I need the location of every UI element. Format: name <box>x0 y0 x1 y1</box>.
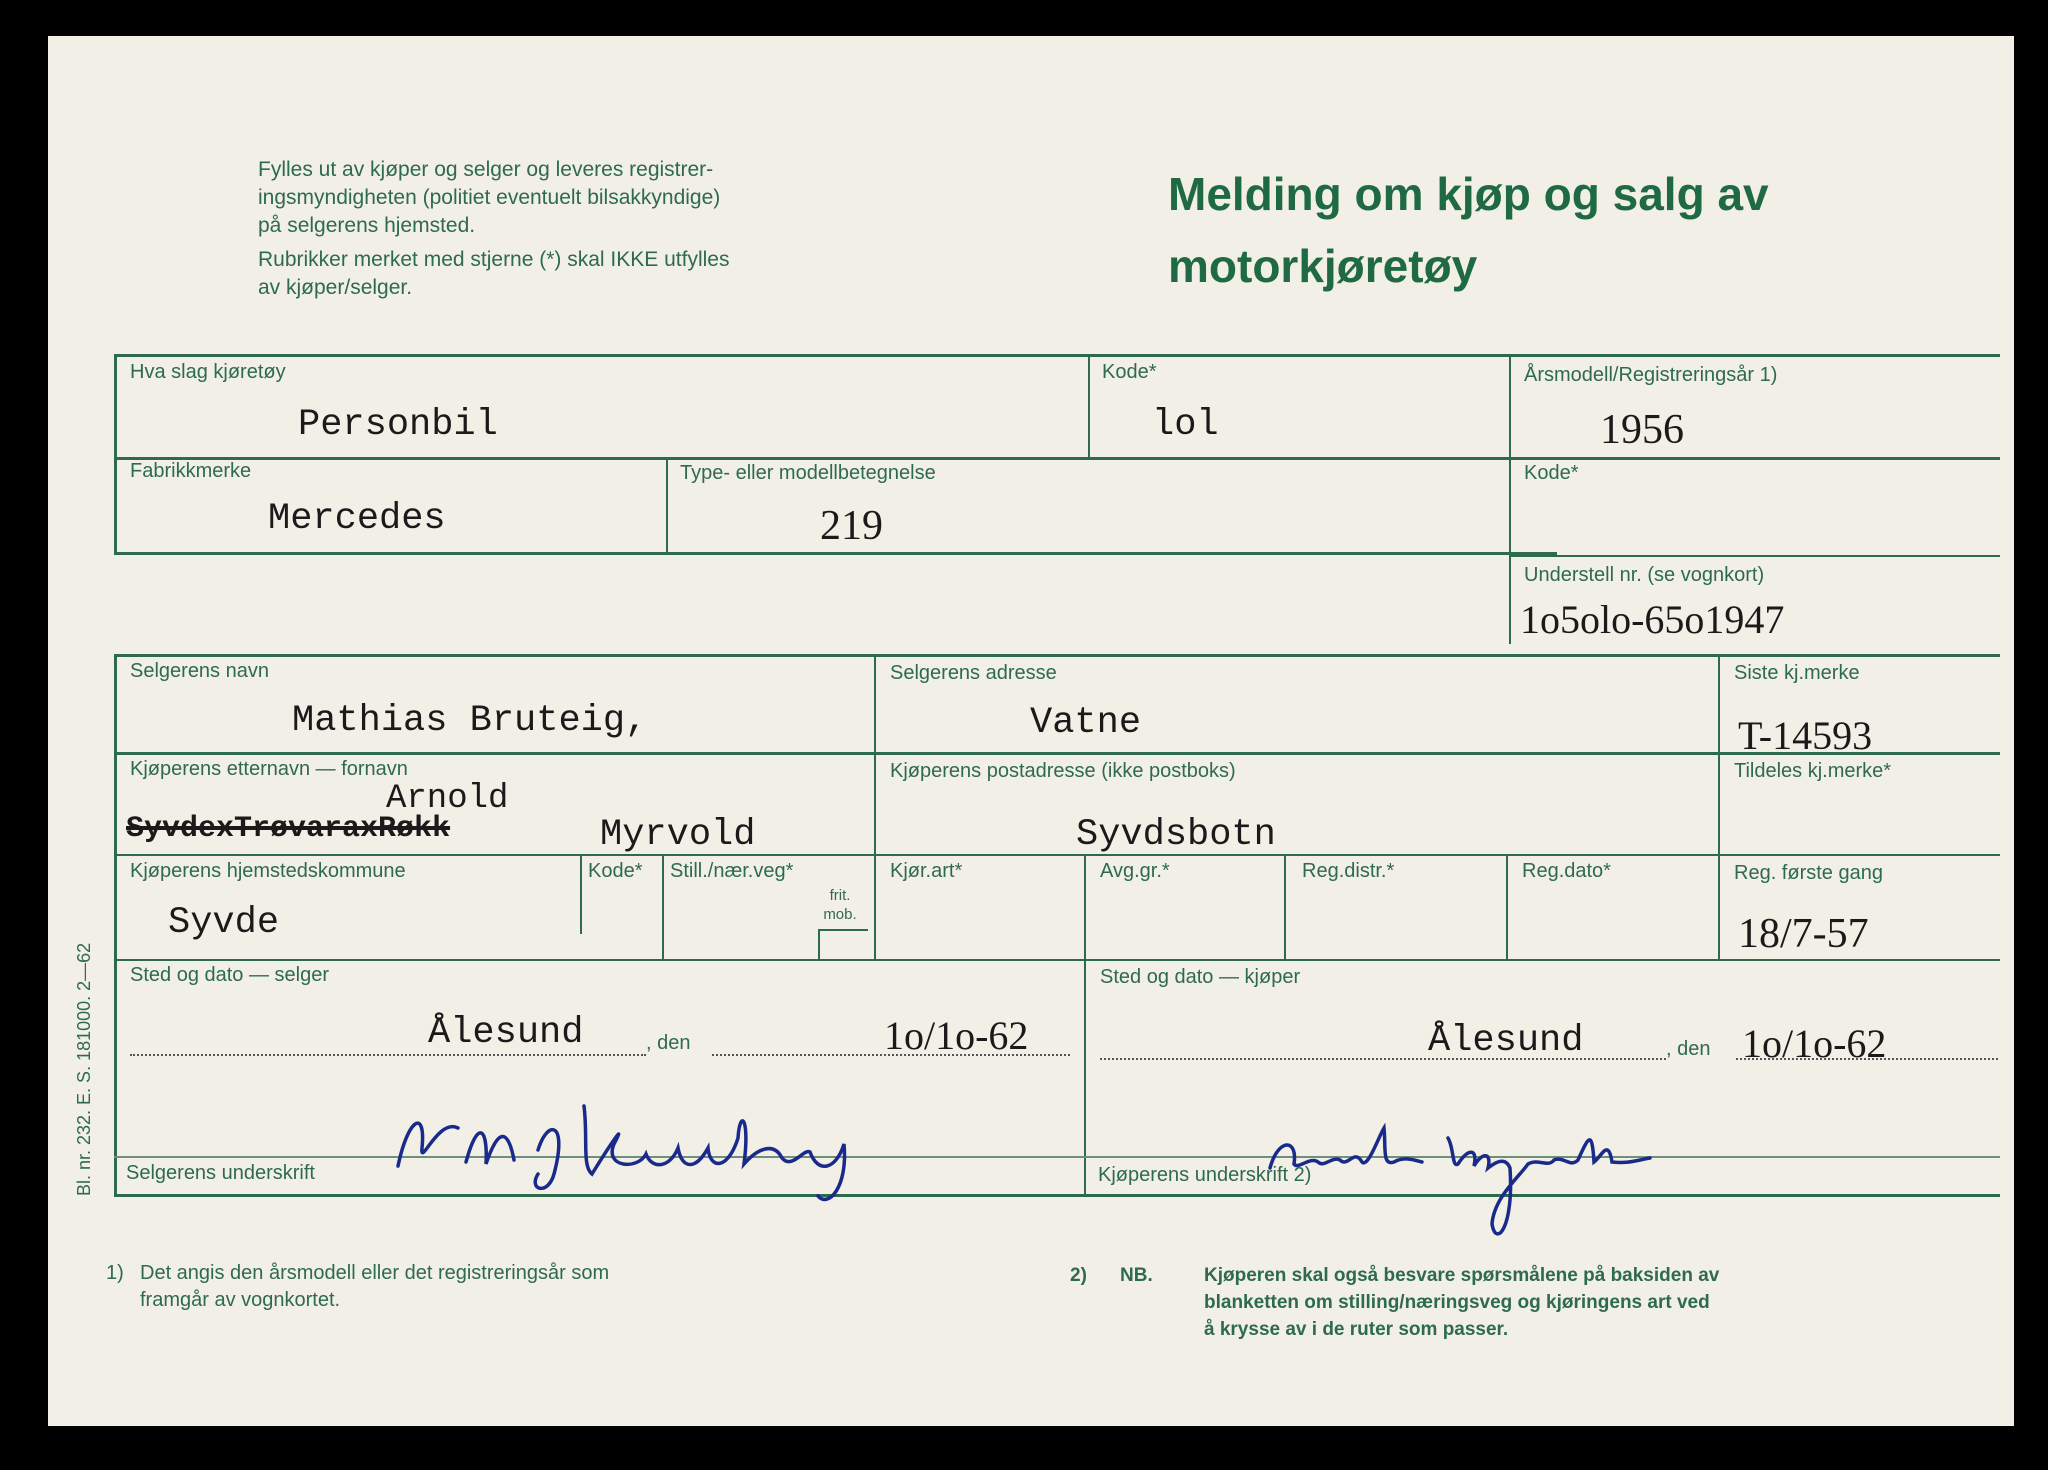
first-reg-label: Reg. første gang <box>1734 862 1883 884</box>
instructions-block <box>258 156 898 302</box>
form-sheet <box>48 36 2014 1426</box>
new-plate-label: Tildeles kj.merke* <box>1734 760 1892 782</box>
footnote-2-line: å krysse av i de ruter som passer. <box>1204 1319 1509 1340</box>
divider <box>1084 854 1086 959</box>
footnote-1 <box>106 1260 786 1314</box>
buyer-name-label: Kjøperens etternavn — fornavn <box>130 758 408 780</box>
divider <box>1088 354 1090 457</box>
model-label: Type- eller modellbetegnelse <box>680 462 936 484</box>
seller-place-value: Ålesund <box>428 1012 584 1054</box>
buyer-date-value: 1o/1o-62 <box>1742 1021 1887 1066</box>
first-reg-value: 18/7-57 <box>1738 911 1869 957</box>
vehicle-kode-value: lol <box>1152 404 1219 446</box>
divider <box>114 457 2000 460</box>
title-line-1: Melding om kjøp og salg av <box>1168 168 1769 220</box>
frit-mob-label: frit. mob. <box>823 887 857 923</box>
make-label: Fabrikkmerke <box>130 460 252 482</box>
seller-address-label: Selgerens adresse <box>890 662 1057 684</box>
model-value: 219 <box>820 503 883 549</box>
divider <box>114 654 117 1197</box>
divider <box>874 654 876 959</box>
footnote-1-line: framgår av vognkortet. <box>140 1289 341 1311</box>
seller-plate-value: T-14593 <box>1738 713 1873 758</box>
vehicle-type-value: Personbil <box>298 404 498 446</box>
chassis-value: 1o5olo-65o1947 <box>1520 597 1785 642</box>
vehicle-year-value: 1956 <box>1600 407 1684 453</box>
divider <box>1509 555 2000 557</box>
reg-date-label: Reg.dato* <box>1522 860 1611 882</box>
seller-name-label: Selgerens navn <box>130 660 269 682</box>
title-line-2: motorkjøretøy <box>1168 240 1478 292</box>
buyer-signature-label: Kjøperens underskrift 2) <box>1098 1164 1312 1186</box>
reg-district-label: Reg.distr.* <box>1302 860 1395 882</box>
chassis-label: Understell nr. (se vognkort) <box>1524 564 1765 586</box>
divider <box>666 457 668 552</box>
buyer-den-label: , den <box>1666 1038 1711 1060</box>
seller-plate-label: Siste kj.merke <box>1734 662 1860 684</box>
divider <box>1509 354 1511 644</box>
divider <box>114 354 2000 357</box>
footnote-1-line: Det angis den årsmodell eller det registreringsår som <box>140 1262 610 1284</box>
driving-type-label: Kjør.art* <box>890 860 963 882</box>
footnote-2-line: blanketten om stilling/næringsveg og kjøringens art ved <box>1204 1292 1710 1313</box>
footnote-2-nb: NB. <box>1120 1265 1153 1286</box>
seller-place-label: Sted og dato — selger <box>130 964 330 986</box>
seller-place-dotline <box>130 1054 646 1056</box>
buyer-surname-value: Myrvold <box>600 814 756 856</box>
buyer-name-added: Arnold <box>386 780 509 818</box>
fee-group-label: Avg.gr.* <box>1100 860 1170 882</box>
buyer-place-value: Ålesund <box>1428 1020 1584 1062</box>
seller-date-value: 1o/1o-62 <box>884 1013 1029 1058</box>
divider <box>662 854 664 959</box>
municipality-label: Kjøperens hjemstedskommune <box>130 860 406 882</box>
footnote-2-number: 2) <box>1070 1265 1087 1286</box>
buyer-signature <box>1258 1108 1678 1248</box>
instruction-line: på selgerens hjemsted. <box>258 214 476 237</box>
vehicle-type-label: Hva slag kjøretøy <box>130 361 286 383</box>
buyer-place-dotline <box>1100 1058 1666 1060</box>
buyer-postal-label: Kjøperens postadresse (ikke postboks) <box>890 760 1236 782</box>
divider <box>1284 854 1286 959</box>
buyer-place-label: Sted og dato — kjøper <box>1100 966 1301 988</box>
instruction-line: Rubrikker merket med stjerne (*) skal IKKE utfylles <box>258 248 730 271</box>
buyer-name-crossed-out: SyvdexTrøvaraxRøkk <box>126 812 451 846</box>
vehicle-kode2-label: Kode* <box>1524 462 1579 484</box>
buyer-postal-value: Syvdsbotn <box>1076 814 1276 856</box>
divider <box>114 354 117 555</box>
divider <box>114 959 2000 961</box>
divider <box>818 929 820 959</box>
form-number-side-text: Bl. nr. 232. E. S. 181000. 2—62 <box>74 942 94 1196</box>
municipality-value: Syvde <box>168 902 280 944</box>
divider <box>1084 959 1086 1194</box>
make-value: Mercedes <box>268 498 446 540</box>
occupation-label: Still./nær.veg* <box>670 860 794 882</box>
footnote-1-number: 1) <box>106 1262 124 1284</box>
seller-address-value: Vatne <box>1030 702 1142 744</box>
seller-den-label: , den <box>646 1032 691 1054</box>
divider <box>114 552 1557 555</box>
form-title <box>1168 158 1988 302</box>
seller-name-value: Mathias Bruteig, <box>292 700 648 742</box>
divider <box>1718 654 1720 959</box>
divider <box>580 854 582 934</box>
divider <box>1506 854 1508 959</box>
seller-signature <box>378 1078 938 1198</box>
seller-signature-label: Selgerens underskrift <box>126 1162 315 1184</box>
instruction-line: ingsmyndigheten (politiet eventuelt bilsakkyndige) <box>258 186 721 209</box>
divider <box>818 929 868 931</box>
vehicle-kode-label: Kode* <box>1102 361 1157 383</box>
footnote-2 <box>1070 1262 2010 1343</box>
instruction-line: Fylles ut av kjøper og selger og leveres registrer- <box>258 158 714 181</box>
footnote-2-line: Kjøperen skal også besvare spørsmålene på baksiden av <box>1204 1265 1720 1286</box>
vehicle-year-label: Årsmodell/Registreringsår 1) <box>1524 364 1778 386</box>
buyer-kode-label: Kode* <box>588 860 643 882</box>
instruction-line: av kjøper/selger. <box>258 276 413 299</box>
